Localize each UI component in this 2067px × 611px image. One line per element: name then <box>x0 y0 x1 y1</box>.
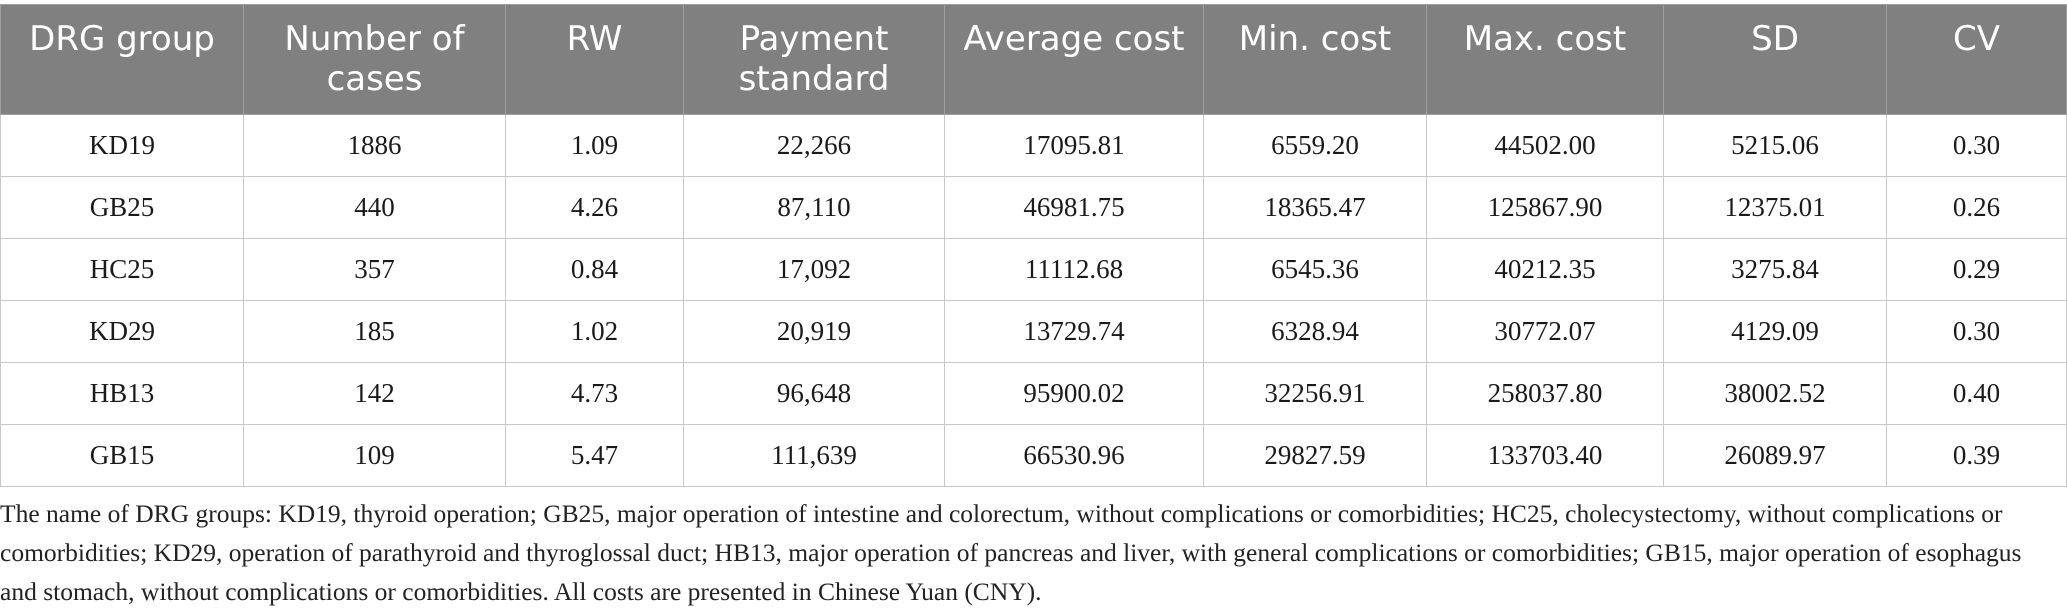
table-footnote: The name of DRG groups: KD19, thyroid operation; GB25, major operation of intestine and colorectum, without complications or comorbidities; HC25, cholecystectomy, without complications or comorbidities; KD29, operation of parathyroid and thyroglossal duct; HB13, major operation of pancreas and liver, with general complications or comorbidities; GB15, major operation of esophagus and stomach, without complications or comorbidities. All costs are presented in Chinese Yuan (CNY). <box>0 499 2022 606</box>
cell-payment-standard: 111,639 <box>684 425 945 487</box>
table-row <box>1 115 2067 177</box>
cell-sd: 5215.06 <box>1664 115 1887 177</box>
cell-average-cost: 66530.96 <box>945 425 1204 487</box>
cell-average-cost: 17095.81 <box>945 115 1204 177</box>
header-payment-standard: Payment standard <box>684 5 945 115</box>
header-sd: SD <box>1664 5 1887 115</box>
cell-cv: 0.40 <box>1887 363 2067 425</box>
cell-number-of-cases: 185 <box>244 301 506 363</box>
cell-cv: 0.30 <box>1887 115 2067 177</box>
table-row <box>1 177 2067 239</box>
cell-number-of-cases: 109 <box>244 425 506 487</box>
cell-payment-standard: 17,092 <box>684 239 945 301</box>
cell-drg-group: KD29 <box>1 301 244 363</box>
cell-rw: 4.26 <box>506 177 684 239</box>
cell-number-of-cases: 357 <box>244 239 506 301</box>
header-drg-group: DRG group <box>1 5 244 115</box>
header-min-cost: Min. cost <box>1204 5 1427 115</box>
cell-drg-group: GB25 <box>1 177 244 239</box>
cell-rw: 1.02 <box>506 301 684 363</box>
cell-rw: 4.73 <box>506 363 684 425</box>
cell-cv: 0.29 <box>1887 239 2067 301</box>
cell-sd: 3275.84 <box>1664 239 1887 301</box>
header-rw: RW <box>506 5 684 115</box>
cell-max-cost: 133703.40 <box>1427 425 1664 487</box>
table-row <box>1 239 2067 301</box>
table-row <box>1 363 2067 425</box>
cell-cv: 0.39 <box>1887 425 2067 487</box>
cell-sd: 4129.09 <box>1664 301 1887 363</box>
cell-number-of-cases: 142 <box>244 363 506 425</box>
cell-payment-standard: 22,266 <box>684 115 945 177</box>
table-header-row <box>1 5 2067 115</box>
cell-average-cost: 11112.68 <box>945 239 1204 301</box>
cell-max-cost: 44502.00 <box>1427 115 1664 177</box>
cell-rw: 0.84 <box>506 239 684 301</box>
cell-cv: 0.30 <box>1887 301 2067 363</box>
cell-rw: 1.09 <box>506 115 684 177</box>
cell-average-cost: 46981.75 <box>945 177 1204 239</box>
cell-max-cost: 125867.90 <box>1427 177 1664 239</box>
drg-cost-table <box>0 4 2067 487</box>
cell-min-cost: 18365.47 <box>1204 177 1427 239</box>
cell-min-cost: 6328.94 <box>1204 301 1427 363</box>
cell-average-cost: 13729.74 <box>945 301 1204 363</box>
table-row <box>1 425 2067 487</box>
cell-max-cost: 258037.80 <box>1427 363 1664 425</box>
table-row <box>1 301 2067 363</box>
cell-max-cost: 30772.07 <box>1427 301 1664 363</box>
cell-cv: 0.26 <box>1887 177 2067 239</box>
data-table-container <box>0 4 2067 487</box>
cell-number-of-cases: 1886 <box>244 115 506 177</box>
cell-rw: 5.47 <box>506 425 684 487</box>
cell-min-cost: 6545.36 <box>1204 239 1427 301</box>
cell-number-of-cases: 440 <box>244 177 506 239</box>
cell-average-cost: 95900.02 <box>945 363 1204 425</box>
cell-max-cost: 40212.35 <box>1427 239 1664 301</box>
cell-drg-group: KD19 <box>1 115 244 177</box>
header-max-cost: Max. cost <box>1427 5 1664 115</box>
cell-sd: 12375.01 <box>1664 177 1887 239</box>
header-average-cost: Average cost <box>945 5 1204 115</box>
header-number-of-cases: Number of cases <box>244 5 506 115</box>
cell-min-cost: 32256.91 <box>1204 363 1427 425</box>
cell-payment-standard: 87,110 <box>684 177 945 239</box>
cell-min-cost: 29827.59 <box>1204 425 1427 487</box>
header-cv: CV <box>1887 5 2067 115</box>
cell-min-cost: 6559.20 <box>1204 115 1427 177</box>
cell-drg-group: HC25 <box>1 239 244 301</box>
cell-payment-standard: 96,648 <box>684 363 945 425</box>
cell-sd: 38002.52 <box>1664 363 1887 425</box>
cell-drg-group: HB13 <box>1 363 244 425</box>
cell-sd: 26089.97 <box>1664 425 1887 487</box>
cell-drg-group: GB15 <box>1 425 244 487</box>
cell-payment-standard: 20,919 <box>684 301 945 363</box>
